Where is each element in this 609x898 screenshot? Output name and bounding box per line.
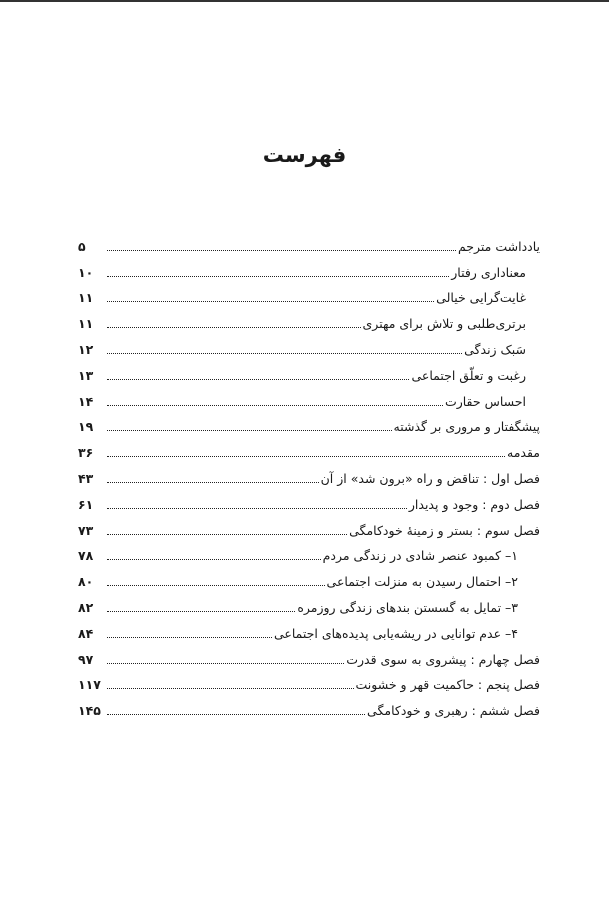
- toc-entry: [78, 256, 540, 282]
- toc-leader-dots: [107, 508, 407, 509]
- toc-page-number: ۸۲: [78, 599, 94, 615]
- toc-entry: [78, 565, 540, 591]
- toc-page-number: ۳۶: [78, 445, 94, 461]
- toc-entry: [78, 436, 540, 462]
- toc-leader-dots: [107, 482, 319, 483]
- toc-entry: [78, 282, 540, 308]
- toc-page-number: ۷۸: [78, 548, 94, 564]
- toc-page-number: ۷۳: [78, 522, 94, 538]
- toc-leader-dots: [107, 250, 456, 251]
- toc-entry: [78, 643, 540, 669]
- toc-entry: [78, 514, 540, 540]
- toc-page-number: ۱۲: [78, 341, 94, 357]
- toc-page-number: ۱۹: [78, 419, 94, 435]
- toc-leader-dots: [107, 611, 295, 612]
- toc-leader-dots: [107, 405, 443, 406]
- toc-entry-title: فصل پنجم : حاکمیت قهر و خشونت: [355, 677, 540, 693]
- toc-entry: [78, 359, 540, 385]
- toc-page-number: ۶۱: [78, 496, 94, 512]
- toc-page-number: ۸۴: [78, 625, 94, 641]
- toc-leader-dots: [107, 688, 354, 689]
- toc-entry-title: فصل دوم : وجود و پدیدار: [408, 496, 540, 512]
- toc-page-number: ۱۰: [78, 264, 94, 280]
- toc-entry-title: ۲– احتمال رسیدن به منزلت اجتماعی: [326, 574, 518, 590]
- toc-leader-dots: [107, 663, 344, 664]
- toc-leader-dots: [107, 559, 321, 560]
- toc-leader-dots: [107, 327, 361, 328]
- toc-entry-title: برتری‌طلبی و تلاش برای مهتری: [362, 316, 526, 332]
- toc-entry: [78, 540, 540, 566]
- page-title: فهرست: [262, 143, 347, 167]
- toc-entry: [78, 333, 540, 359]
- toc-entry: [78, 591, 540, 617]
- toc-entry-title: فصل اول : تناقض و راه «برون شد» از آن: [320, 470, 540, 486]
- toc-entry-title: سَبک زندگی: [464, 341, 526, 357]
- toc-leader-dots: [107, 301, 434, 302]
- toc-entry-title: ۴– عدم توانایی در ریشه‌یابی پدیده‌های اجتماعی: [273, 625, 518, 641]
- toc-entry-title: پیشگفتار و مروری بر گذشته: [393, 419, 540, 435]
- toc-leader-dots: [107, 585, 325, 586]
- toc-entry-title: مقدمه: [507, 445, 540, 461]
- toc-entry: [78, 617, 540, 643]
- toc-entry-title: رغبت و تعلّق اجتماعی: [411, 367, 526, 383]
- toc-entry-title: فصل چهارم : پیشروی به سوی قدرت: [346, 651, 540, 667]
- table-of-contents: [78, 230, 540, 720]
- toc-page-number: ۱۱: [78, 290, 94, 306]
- toc-leader-dots: [107, 353, 462, 354]
- toc-page-number: ۴۳: [78, 470, 94, 486]
- toc-page-number: ۱۱: [78, 316, 94, 332]
- toc-entry-title: احساس حقارت: [444, 393, 526, 409]
- toc-entry-title: ۱– کمبود عنصر شادی در زندگی مردم: [322, 548, 518, 564]
- toc-entry-title: یادداشت مترجم: [457, 238, 540, 254]
- toc-entry: [78, 230, 540, 256]
- toc-page-number: ۱۱۷: [78, 677, 101, 693]
- toc-leader-dots: [107, 276, 449, 277]
- toc-page-number: ۸۰: [78, 574, 94, 590]
- toc-entry: [78, 411, 540, 437]
- toc-entry-title: فصل سوم : بستر و زمینهٔ خودکامگی: [349, 522, 540, 538]
- toc-entry-title: ۳– تمایل به گسستن بندهای زندگی روزمره: [297, 599, 518, 615]
- toc-page-number: ۱۴: [78, 393, 94, 409]
- toc-leader-dots: [107, 637, 272, 638]
- toc-entry: [78, 488, 540, 514]
- toc-page-number: ۵: [78, 238, 86, 254]
- toc-entry: [78, 385, 540, 411]
- toc-entry: [78, 462, 540, 488]
- toc-leader-dots: [107, 379, 409, 380]
- toc-page-number: ۱۴۵: [78, 703, 101, 719]
- toc-page-number: ۹۷: [78, 651, 94, 667]
- toc-leader-dots: [107, 714, 365, 715]
- toc-leader-dots: [107, 456, 505, 457]
- toc-entry-title: غایت‌گرایی خیالی: [436, 290, 526, 306]
- toc-page-number: ۱۳: [78, 367, 94, 383]
- toc-entry-title: معناداری رفتار: [451, 264, 526, 280]
- toc-entry-title: فصل ششم : رهبری و خودکامگی: [367, 703, 540, 719]
- toc-entry: [78, 694, 540, 720]
- toc-leader-dots: [107, 534, 347, 535]
- toc-entry: [78, 669, 540, 695]
- top-border-rule: [0, 0, 609, 2]
- toc-entry: [78, 307, 540, 333]
- toc-leader-dots: [107, 430, 392, 431]
